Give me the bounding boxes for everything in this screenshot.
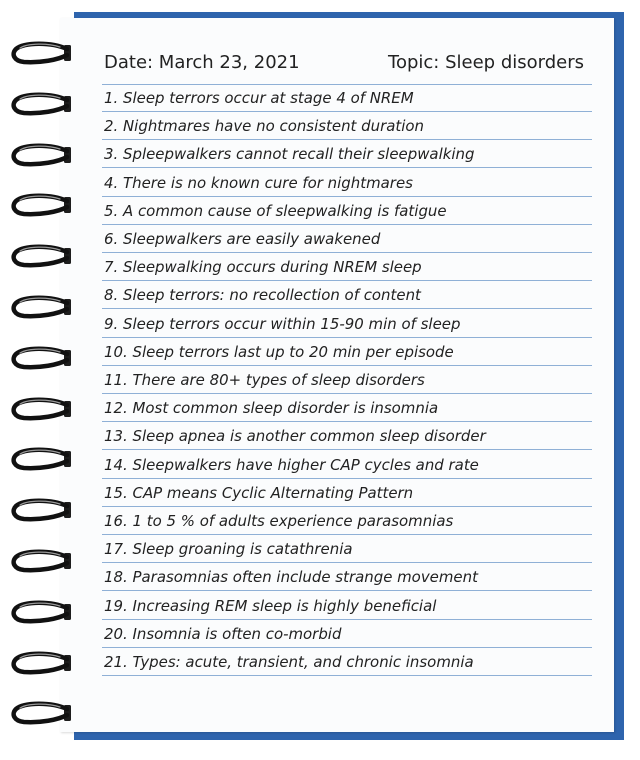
note-line: 15. CAP means Cyclic Alternating Pattern (104, 483, 414, 502)
spiral-ring-icon (10, 142, 72, 172)
ruled-line (102, 111, 592, 112)
spiral-ring-icon (10, 446, 72, 476)
ruled-line (102, 421, 592, 422)
spiral-ring-icon (10, 192, 72, 222)
note-line: 13. Sleep apnea is another common sleep disorder (104, 427, 486, 446)
ruled-line (102, 590, 592, 591)
ruled-line (102, 252, 592, 253)
spiral-ring-icon (10, 548, 72, 578)
ruled-line (102, 84, 592, 85)
note-line: 9. Sleep terrors occur within 15-90 min of sleep (104, 314, 461, 333)
ruled-line (102, 365, 592, 366)
ruled-line (102, 167, 592, 168)
note-line: 5. A common cause of sleepwalking is fatigue (104, 201, 447, 220)
spiral-ring-icon (10, 91, 72, 121)
note-line: 12. Most common sleep disorder is insomnia (104, 399, 439, 418)
note-line: 17. Sleep groaning is catathrenia (104, 540, 353, 559)
ruled-line (102, 308, 592, 309)
ruled-line (102, 196, 592, 197)
spiral-ring-icon (10, 294, 72, 324)
ruled-line (102, 393, 592, 394)
note-line: 7. Sleepwalking occurs during NREM sleep (104, 258, 422, 277)
spiral-ring-icon (10, 396, 72, 426)
spiral-ring-icon (10, 700, 72, 730)
ruled-line (102, 478, 592, 479)
ruled-line (102, 506, 592, 507)
note-line: 16. 1 to 5 % of adults experience parasomnias (104, 512, 454, 530)
ruled-line (102, 647, 592, 648)
ruled-line (102, 224, 592, 225)
date-label: Date: March 23, 2021 (104, 52, 300, 73)
page-header (104, 50, 584, 80)
note-line: 8. Sleep terrors: no recollection of content (104, 286, 421, 305)
spiral-ring-icon (10, 650, 72, 680)
ruled-line (102, 337, 592, 338)
ruled-line (102, 280, 592, 281)
note-line: 21. Types: acute, transient, and chronic insomnia (104, 653, 474, 671)
spiral-ring-icon (10, 599, 72, 629)
spiral-ring-icon (10, 497, 72, 527)
note-line: 11. There are 80+ types of sleep disorders (104, 371, 425, 389)
spiral-ring-icon (10, 243, 72, 273)
note-line: 1. Sleep terrors occur at stage 4 of NREM (104, 89, 414, 107)
note-line: 3. Spleepwalkers cannot recall their sleepwalking (104, 145, 475, 164)
ruled-line (102, 675, 592, 676)
note-line: 18. Parasomnias often include strange movement (104, 568, 478, 587)
note-line: 2. Nightmares have no consistent duration (104, 117, 425, 136)
topic-label: Topic: Sleep disorders (388, 52, 584, 73)
ruled-line (102, 534, 592, 535)
spiral-ring-icon (10, 345, 72, 375)
ruled-line (102, 619, 592, 620)
note-line: 20. Insomnia is often co-morbid (104, 624, 342, 643)
note-line: 10. Sleep terrors last up to 20 min per episode (104, 342, 454, 361)
note-line: 14. Sleepwalkers have higher CAP cycles and rate (104, 455, 479, 474)
ruled-line (102, 562, 592, 563)
ruled-line (102, 139, 592, 140)
note-line: 6. Sleepwalkers are easily awakened (104, 230, 381, 248)
note-line: 19. Increasing REM sleep is highly beneficial (104, 596, 437, 615)
ruled-line (102, 449, 592, 450)
spiral-ring-icon (10, 40, 72, 70)
note-line: 4. There is no known cure for nightmares (104, 173, 413, 192)
